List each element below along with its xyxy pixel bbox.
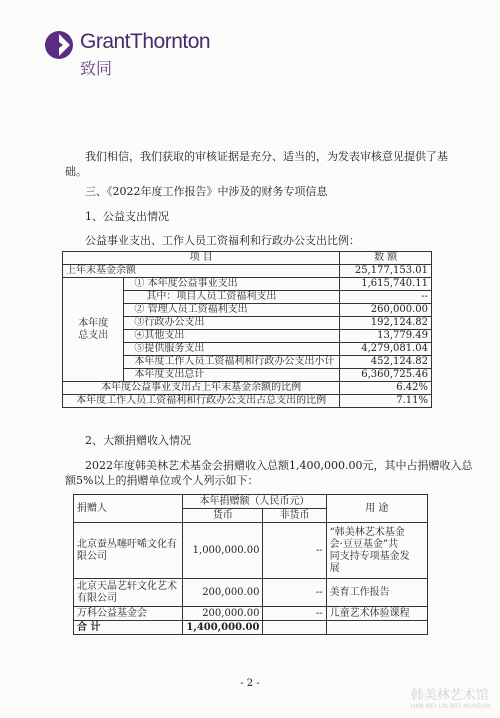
ratio-value: 7.11% [340,395,432,408]
row-label: ① 本年度公益事业支出 [124,278,340,291]
donation-table [73,494,428,635]
ratio-value: 6.42% [340,382,432,395]
currency-amount: 200,000.00 [183,579,263,607]
total-value: 1,400,000.00 [183,621,263,635]
table-total-row [74,621,428,635]
table-header-row [74,495,428,509]
donation-paragraph-line-1: 2022年度韩美林艺术基金会捐赠收入总额1,400,000.00元，其中占捐赠收入总 [85,459,473,472]
section-3-title: 三、《2022年度工作报告》中涉及的财务专项信息 [85,185,328,198]
page-number: - 2 - [240,678,260,689]
watermark [411,684,490,710]
row-label: ④其他支出 [124,330,340,343]
ratio-label: 本年度工作人员工资福利和行政办公支出占总支出的比例 [63,395,340,408]
donation-use: 儿童艺术体验课程 [326,607,427,621]
table-header-row [63,252,432,265]
row-value: 452,124.82 [340,356,432,369]
brand-logo [44,30,210,79]
row-value: 260,000.00 [340,304,432,317]
donor-name: 万科公益基金会 [74,607,183,621]
table-row [74,607,428,621]
intro-line-2: 础。 [65,165,87,178]
grant-thornton-logo-icon [44,30,74,60]
row-value: -- [340,291,432,304]
ratio-label: 本年度公益事业支出占上年末基金余额的比例 [63,382,340,395]
table-row [74,523,428,579]
subsection-1-title: 1、公益支出情况 [85,210,169,223]
row-label: ⑤提供服务支出 [124,343,340,356]
donor-name: 北京蚕丛噻吁唏文化有 限公司 [74,523,183,579]
row-label: ② 管理人员工资福利支出 [124,304,340,317]
row-value: 6,360,725.46 [340,369,432,382]
expenditure-table [62,251,432,408]
noncurrency-amount: -- [263,523,326,579]
row-label: ③行政办公支出 [124,317,340,330]
donation-use: 美育工作报告 [326,579,427,607]
row-value: 1,615,740.11 [340,278,432,291]
subsection-2-title: 2、大额捐赠收入情况 [85,434,191,447]
table-row [74,579,428,607]
intro-line-1: 我们相信，我们获取的审核证据是充分、适当的，为发表审核意见提供了基 [85,150,448,163]
brand-name-cn: 致同 [80,59,113,78]
total-expenditure-group-label: 本年度 总支出 [63,278,124,382]
table-row [63,395,432,408]
donation-use: “韩美林艺术基金 会·豆豆基金”共 同支持专项基金发 展 [326,523,427,579]
empty-cell [263,621,326,635]
table1-caption: 公益事业支出、工作人员工资福利和行政办公支出比例： [85,234,360,247]
row-label: 本年度支出总计 [124,369,340,382]
header-amount: 本年捐赠额（人民币元） [183,495,326,509]
table-row [63,382,432,395]
row-value: 192,124.82 [340,317,432,330]
balance-label: 上年末基金余额 [63,265,340,278]
noncurrency-amount: -- [263,579,326,607]
header-noncurrency: 非货币 [263,509,326,523]
row-label: 其中：项目人员工资福利支出 [124,291,340,304]
empty-cell [326,621,427,635]
row-value: 4,279,081.04 [340,343,432,356]
currency-amount: 1,000,000.00 [183,523,263,579]
donation-paragraph-line-2: 额5%以上的捐赠单位或个人列示如下： [65,474,259,487]
total-label: 合 计 [74,621,183,635]
brand-name-en: GrantThornton [80,30,211,53]
header-currency: 货币 [183,509,263,523]
table-row [63,278,432,291]
row-value: 13,779.49 [340,330,432,343]
watermark-cn: 韩美林艺术馆 [410,688,489,703]
header-use: 用 途 [326,495,427,523]
header-item: 项 目 [63,252,340,265]
donor-name: 北京天晶艺轩文化艺术 有限公司 [74,579,183,607]
header-donor: 捐赠人 [74,495,183,523]
table-row [63,265,432,278]
watermark-en: HAN MEI LIN ART MUSEUM [410,703,490,710]
header-amount: 数 额 [340,252,432,265]
row-label: 本年度工作人员工资福利和行政办公支出小计 [124,356,340,369]
balance-value: 25,177,153.01 [340,265,432,278]
currency-amount: 200,000.00 [183,607,263,621]
noncurrency-amount: -- [263,607,326,621]
